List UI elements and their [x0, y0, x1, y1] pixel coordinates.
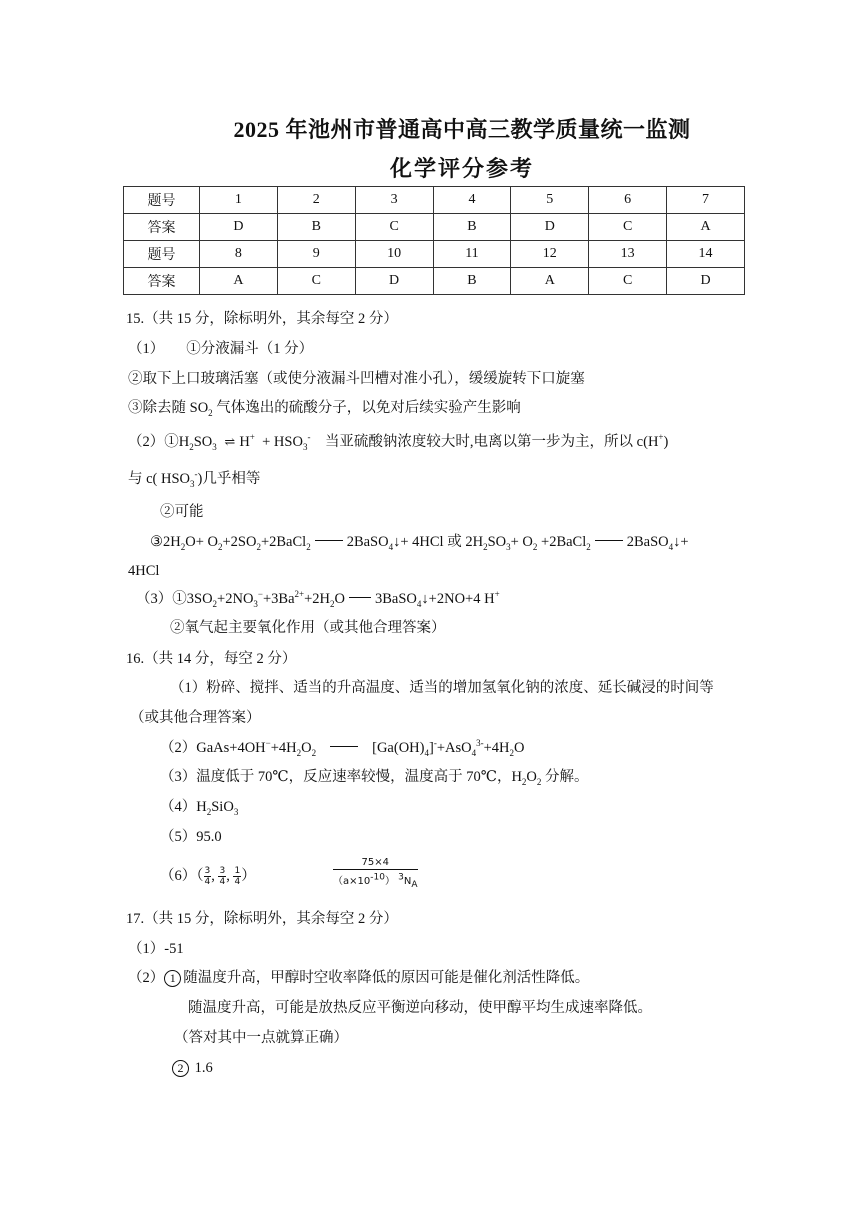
- answer-table-cell: C: [589, 214, 667, 241]
- answer-table-cell: D: [355, 268, 433, 295]
- q16-part4: $(4)H_2SiO_3$: [160, 799, 239, 817]
- q16-part2: $(2)GaAs+4OH^-+4H_2O_2$ $[Ga(OH)_4]^-+AsO_4^{3-}+4H_2O$: [160, 738, 525, 758]
- exam-title: 2025 年池州市普通高中高三教学质量统一监测: [233, 117, 691, 142]
- q17-part1: （1）-51: [128, 941, 184, 957]
- answer-table-cell: C: [589, 268, 667, 295]
- answer-table-cell: A: [200, 268, 278, 295]
- answer-table-cell: 14: [667, 241, 745, 268]
- q16-part5: （5）95.0: [160, 829, 222, 845]
- q15-part3-line2: ②氧气起主要氧化作用（或其他合理答案）: [170, 620, 446, 636]
- q15-part1-line2: ②取下上口玻璃活塞（或使分液漏斗凹槽对准小孔），缓缓旋转下口旋塞: [128, 371, 585, 387]
- answer-table-cell: A: [667, 214, 745, 241]
- answer-table-cell: 3: [355, 187, 433, 214]
- q15-part2-answer2: ②可能: [160, 504, 204, 520]
- q17-part2-line1: （2） 1 随温度升高，甲醇时空收率降低的原因可能是催化剂活性降低。: [128, 970, 590, 986]
- q15-part2-answer3-cont: 4HCl: [128, 563, 160, 579]
- q16-part1-line2: （或其他合理答案）: [130, 710, 261, 726]
- q15-part2-answer3: $③2H_2O+$ $O_2+2SO_2+2BaCl_2$ 2BaSO$_4$↓+ 4HCl 或 $2H_2SO_3+ O_2$ +2BaCl$_2$ 2BaSO$_4$↓+: [150, 534, 689, 552]
- circled-number-2: 2: [172, 1060, 189, 1077]
- answer-table-cell: 9: [277, 241, 355, 268]
- density-formula: $\frac{75\times 4}{(a\times 10^{-10}) ^3N_A}$: [333, 857, 418, 890]
- q15-part3-line1: $(3)①3SO_2+2NO_3^-+3Ba^{2+}+2H_2O$ 3BaSO$_4$↓+2NO+4 H+: [136, 589, 500, 609]
- exam-subtitle: 化学评分参考: [389, 156, 534, 181]
- q15-part1-line3: ③除去随 $SO_2$ 气体逸出的硫酸分子，以免对后续实验产生影响: [128, 400, 521, 418]
- reversible-arrow-icon: ⇌: [224, 434, 236, 449]
- answer-table-cell: D: [667, 268, 745, 295]
- answer-table-cell: 6: [589, 187, 667, 214]
- answer-table-cell: 10: [355, 241, 433, 268]
- answer-table-cell: 13: [589, 241, 667, 268]
- answer-table-row: [124, 214, 745, 241]
- answer-table-row: [124, 187, 745, 214]
- answer-table-cell: A: [511, 268, 589, 295]
- fraction: $\frac{3}{4}$: [204, 866, 211, 887]
- answer-table-cell: 8: [200, 241, 278, 268]
- equals-sign-icon: [315, 540, 343, 541]
- answer-table-row-header: 答案: [124, 268, 200, 295]
- answer-table-row: [124, 268, 745, 295]
- q15-part1-line1: （1） ①分液漏斗（1 分）: [128, 341, 314, 357]
- answer-table-cell: B: [433, 214, 511, 241]
- answer-table-row-header: 题号: [124, 241, 200, 268]
- answer-table-row-header: 答案: [124, 214, 200, 241]
- answer-table-cell: 5: [511, 187, 589, 214]
- equals-sign-icon: [330, 746, 358, 747]
- answer-table-cell: 12: [511, 241, 589, 268]
- answer-table: [123, 186, 745, 295]
- q16-part6: （6）（ $\frac{3}{4}$ , $\frac{3}{4}$ , $\frac{1}{4}$ ）: [160, 866, 256, 887]
- q16-part1-line1: （1）粉碎、搅拌、适当的升高温度、适当的增加氢氧化钠的浓度、延长碱浸的时间等: [170, 680, 714, 696]
- answer-table-cell: C: [277, 268, 355, 295]
- q17-part2-line2: 随温度升高，可能是放热反应平衡逆向移动，使甲醇平均生成速率降低。: [188, 1000, 652, 1016]
- answer-table-cell: D: [511, 214, 589, 241]
- q17-part2-answer2: 2 1.6: [172, 1059, 213, 1077]
- answer-table-row-header: 题号: [124, 187, 200, 214]
- q15-heading: 15.（共 15 分，除标明外，其余每空 2 分）: [126, 311, 398, 327]
- q16-heading: 16.（共 14 分，每空 2 分）: [126, 651, 297, 667]
- answer-table-cell: C: [355, 214, 433, 241]
- q15-part2-line2: 与 c( $HSO_3^-$)几乎相等: [128, 469, 261, 489]
- equals-sign-icon: [595, 540, 623, 541]
- fraction: $\frac{3}{4}$: [219, 866, 226, 887]
- answer-table-cell: D: [200, 214, 278, 241]
- q17-part2-note: （答对其中一点就算正确）: [174, 1030, 348, 1046]
- equals-sign-icon: [349, 597, 371, 598]
- answer-table-cell: B: [433, 268, 511, 295]
- circled-number-1: 1: [164, 970, 181, 987]
- q17-heading: 17.（共 15 分，除标明外，其余每空 2 分）: [126, 911, 398, 927]
- answer-table-cell: B: [277, 214, 355, 241]
- q15-part2-line1: $(2)①H_2SO_3$ ⇌ $H^+ + HSO_3^-$ 当亚硫酸钠浓度较大时,电离以第一步为主，所以 c(H+): [128, 432, 669, 452]
- answer-table-cell: 1: [200, 187, 278, 214]
- answer-table-cell: 4: [433, 187, 511, 214]
- answer-table-cell: 11: [433, 241, 511, 268]
- fraction: $\frac{1}{4}$: [234, 866, 241, 887]
- q16-part3: （3）温度低于 70℃，反应速率较慢，温度高于 70℃，$H_2O_2$ 分解。: [160, 769, 589, 787]
- answer-table-cell: 7: [667, 187, 745, 214]
- answer-table-cell: 2: [277, 187, 355, 214]
- answer-table-row: [124, 241, 745, 268]
